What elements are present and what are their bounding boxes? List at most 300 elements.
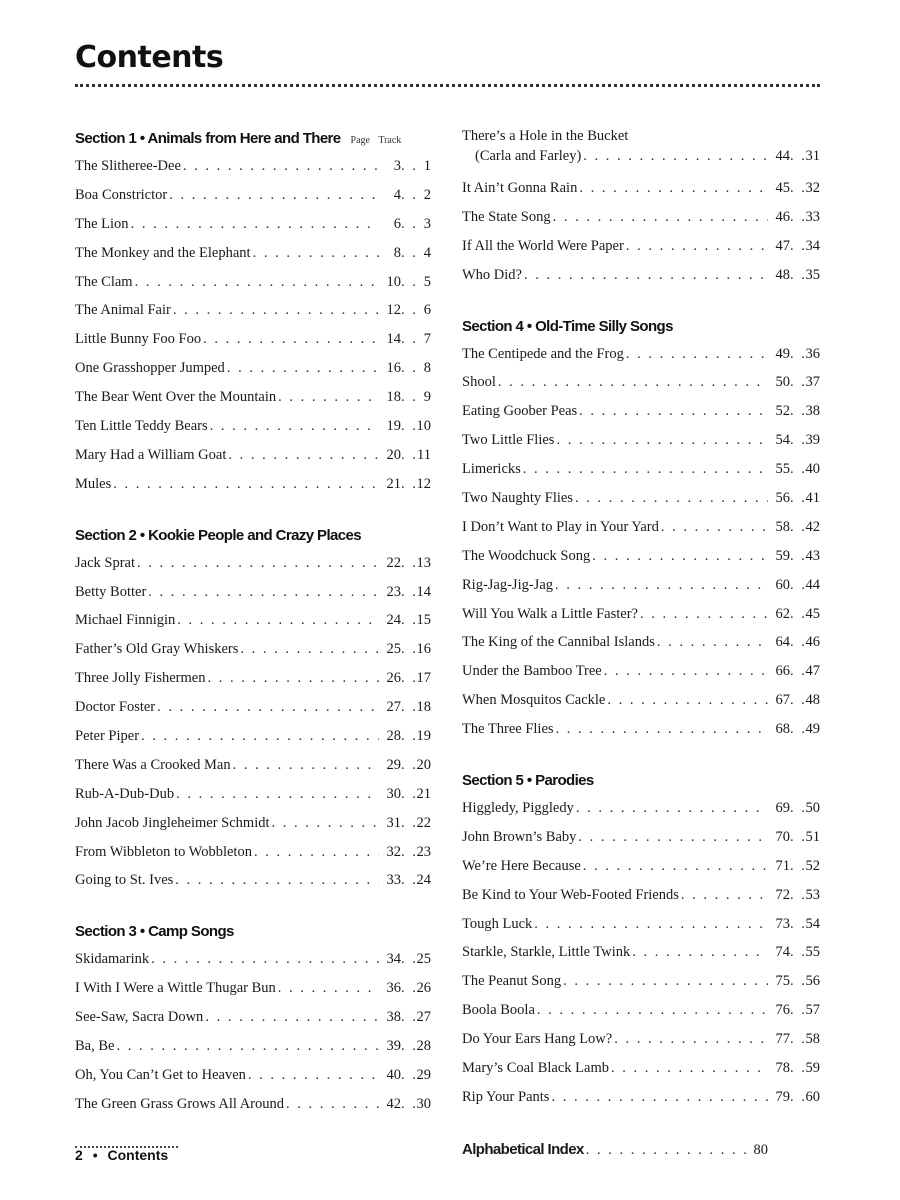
- section-header: [75, 523, 431, 549]
- contents-column-right: [462, 126, 820, 1165]
- toc-entry[interactable]: [75, 866, 431, 895]
- section-title: Section 5 • Parodies: [462, 772, 594, 790]
- dot-separator: [401, 354, 415, 383]
- dot-separator: [401, 383, 415, 412]
- entry-title: The State Song: [462, 208, 551, 225]
- dot-separator: [790, 686, 804, 715]
- dot-leader: [207, 664, 379, 693]
- toc-entry[interactable]: [75, 441, 431, 470]
- entry-track: 31: [805, 148, 820, 164]
- entry-page: 36: [386, 980, 401, 997]
- dot-separator: [401, 210, 415, 239]
- entry-track: 1: [423, 158, 431, 174]
- entry-track: 10: [416, 418, 431, 435]
- toc-entry[interactable]: [462, 1025, 820, 1054]
- dot-leader: [151, 945, 379, 974]
- dot-leader: [556, 715, 768, 744]
- entry-track: 28: [416, 1038, 431, 1055]
- dot-separator: [790, 910, 804, 939]
- entry-track: 22: [416, 814, 431, 831]
- entry-title: Mary’s Coal Black Lamb: [462, 1060, 609, 1077]
- dot-leader: [278, 974, 379, 1003]
- entry-title: Who Did?: [462, 266, 522, 283]
- toc-entry[interactable]: [462, 852, 820, 881]
- entry-title: Starkle, Starkle, Little Twink: [462, 944, 631, 961]
- dot-leader: [586, 1136, 746, 1165]
- dot-separator: [790, 174, 804, 203]
- dot-leader: [524, 261, 768, 290]
- entry-track: 60: [805, 1088, 820, 1105]
- toc-entry[interactable]: [462, 1054, 820, 1083]
- toc-entry[interactable]: [462, 686, 820, 715]
- footer-label: Contents: [107, 1147, 169, 1163]
- dot-leader: [169, 181, 379, 210]
- section-header: [75, 126, 431, 152]
- dot-separator: [790, 715, 804, 744]
- entry-title: Two Little Flies: [462, 432, 555, 449]
- entry-page: 6: [393, 215, 401, 232]
- entry-title: Under the Bamboo Tree: [462, 663, 602, 680]
- alphabetical-index-entry[interactable]: [462, 1136, 820, 1165]
- entry-title: Ten Little Teddy Bears: [75, 418, 208, 435]
- entry-title: Oh, You Can’t Get to Heaven: [75, 1066, 246, 1083]
- entry-title: The Peanut Song: [462, 973, 562, 990]
- page-title: Contents: [75, 40, 224, 75]
- dot-separator: [401, 866, 415, 895]
- dot-separator: [401, 722, 415, 751]
- entry-track: 18: [416, 699, 431, 716]
- entry-page: 67: [775, 692, 790, 709]
- dot-separator: [790, 232, 804, 261]
- toc-entry[interactable]: [75, 383, 431, 412]
- dot-separator: [790, 628, 804, 657]
- entry-title: When Mosquitos Cackle: [462, 692, 606, 709]
- toc-entry[interactable]: [462, 881, 820, 910]
- entry-title: Boa Constrictor: [75, 186, 168, 203]
- dot-leader: [135, 268, 379, 297]
- dot-separator: [790, 881, 804, 910]
- dot-leader: [579, 174, 768, 203]
- toc-entry[interactable]: [75, 470, 431, 499]
- entry-page: 75: [775, 973, 790, 990]
- entry-title: One Grasshopper Jumped: [75, 360, 225, 377]
- dot-leader: [626, 232, 768, 261]
- entry-title-line2: (Carla and Farley): [475, 148, 582, 164]
- dot-separator: [401, 838, 415, 867]
- toc-entry[interactable]: [75, 578, 431, 607]
- dot-separator: [790, 513, 804, 542]
- entry-track: 47: [805, 663, 820, 680]
- entry-track: 37: [805, 374, 820, 391]
- dot-leader: [604, 657, 768, 686]
- entry-page: 16: [386, 360, 401, 377]
- entry-track: 8: [423, 360, 431, 377]
- entry-page: 30: [386, 785, 401, 802]
- entry-track: 59: [805, 1060, 820, 1077]
- entry-title: I Don’t Want to Play in Your Yard: [462, 518, 659, 535]
- section-header: [462, 314, 820, 340]
- toc-entry[interactable]: [75, 354, 431, 383]
- dot-separator: [401, 974, 415, 1003]
- section-title: Section 4 • Old-Time Silly Songs: [462, 317, 673, 335]
- entry-page: 60: [775, 576, 790, 593]
- entry-track: 45: [805, 605, 820, 622]
- entry-page: 50: [775, 374, 790, 391]
- entry-track: 13: [416, 554, 431, 571]
- entry-title: Shool: [462, 374, 496, 391]
- toc-entry[interactable]: [462, 657, 820, 686]
- entry-track: 9: [423, 389, 431, 406]
- dot-separator: [790, 657, 804, 686]
- toc-entry[interactable]: [462, 938, 820, 967]
- entry-track: 19: [416, 728, 431, 745]
- dot-leader: [583, 146, 768, 166]
- entry-track: 58: [805, 1031, 820, 1048]
- toc-entry[interactable]: [75, 1090, 431, 1119]
- dot-separator: [401, 1061, 415, 1090]
- entry-page: 46: [775, 208, 790, 225]
- entry-track: 14: [416, 583, 431, 600]
- section-gap: [75, 895, 431, 919]
- toc-entry[interactable]: [462, 455, 820, 484]
- entry-page: 78: [775, 1060, 790, 1077]
- dot-leader: [177, 606, 379, 635]
- dot-separator: [401, 549, 415, 578]
- entry-track: 57: [805, 1002, 820, 1019]
- entry-page: 72: [775, 886, 790, 903]
- entry-page: 47: [775, 237, 790, 254]
- entry-title: Eating Goober Peas: [462, 403, 578, 420]
- dot-leader: [233, 751, 379, 780]
- toc-entry[interactable]: [462, 542, 820, 571]
- entry-title: Skidamarink: [75, 951, 150, 968]
- entry-track: 42: [805, 518, 820, 535]
- entry-track: 6: [423, 302, 431, 319]
- dot-leader: [176, 780, 379, 809]
- entry-track: 26: [416, 980, 431, 997]
- dot-leader: [576, 794, 768, 823]
- entry-title: I With I Were a Wittle Thugar Bun: [75, 980, 276, 997]
- column-labels: [351, 128, 402, 154]
- dot-leader: [523, 455, 768, 484]
- toc-entry[interactable]: [75, 838, 431, 867]
- section-header: [75, 919, 431, 945]
- entry-title: Ba, Be: [75, 1038, 115, 1055]
- entry-title: John Jacob Jingleheimer Schmidt: [75, 814, 270, 831]
- entry-track: 4: [423, 244, 431, 261]
- toc-entry[interactable]: [75, 1003, 431, 1032]
- entry-title: From Wibbleton to Wobbleton: [75, 843, 252, 860]
- dot-leader: [210, 412, 379, 441]
- entry-title: The Animal Fair: [75, 302, 171, 319]
- dot-separator: [790, 203, 804, 232]
- dot-leader: [578, 823, 768, 852]
- dot-separator: [790, 484, 804, 513]
- entry-page: 23: [386, 583, 401, 600]
- entry-page: 77: [775, 1031, 790, 1048]
- entry-track: 5: [423, 273, 431, 290]
- index-title: Alphabetical Index: [462, 1140, 584, 1158]
- dot-leader: [537, 996, 768, 1025]
- dot-separator: [401, 1003, 415, 1032]
- entry-page: 79: [775, 1088, 790, 1105]
- entry-track: 40: [805, 461, 820, 478]
- contents-column-left: [75, 126, 431, 1119]
- dot-leader: [661, 513, 768, 542]
- toc-entry[interactable]: [75, 1061, 431, 1090]
- dot-leader: [203, 325, 379, 354]
- entry-page: 32: [386, 843, 401, 860]
- entry-page: 26: [386, 670, 401, 687]
- toc-entry[interactable]: [462, 715, 820, 744]
- entry-page: 14: [386, 331, 401, 348]
- toc-entry[interactable]: [462, 232, 820, 261]
- entry-track: 35: [805, 266, 820, 283]
- entry-track: 50: [805, 800, 820, 817]
- entry-track: 34: [805, 237, 820, 254]
- entry-title: The Lion: [75, 215, 129, 232]
- toc-entry[interactable]: [462, 600, 820, 629]
- section-title: Section 2 • Kookie People and Crazy Places: [75, 526, 361, 544]
- dot-separator: [401, 606, 415, 635]
- toc-entry[interactable]: [75, 549, 431, 578]
- entry-track: 27: [416, 1009, 431, 1026]
- dot-separator: [790, 823, 804, 852]
- toc-entry[interactable]: [75, 974, 431, 1003]
- toc-entry[interactable]: [75, 152, 431, 181]
- entry-page: 73: [775, 915, 790, 932]
- section-title: Section 1 • Animals from Here and There: [75, 130, 341, 147]
- section-title: Section 3 • Camp Songs: [75, 923, 234, 941]
- entry-page: 70: [775, 828, 790, 845]
- entry-title: The Monkey and the Elephant: [75, 244, 251, 261]
- toc-entry[interactable]: [75, 780, 431, 809]
- toc-entry[interactable]: [462, 1083, 820, 1112]
- entry-track: 55: [805, 944, 820, 961]
- entry-page: 58: [775, 518, 790, 535]
- page-column-label: Page: [350, 135, 370, 146]
- entry-track: 36: [805, 345, 820, 362]
- dot-leader: [551, 1083, 768, 1112]
- dot-leader: [611, 1054, 768, 1083]
- entry-title-line1: There’s a Hole in the Bucket: [462, 128, 629, 144]
- toc-entry[interactable]: [462, 484, 820, 513]
- entry-track: 29: [416, 1066, 431, 1083]
- toc-entry[interactable]: [462, 513, 820, 542]
- entry-page: 34: [386, 951, 401, 968]
- toc-entry[interactable]: [75, 945, 431, 974]
- entry-title: The Bear Went Over the Mountain: [75, 389, 277, 406]
- dot-separator: [790, 426, 804, 455]
- toc-entry[interactable]: [462, 397, 820, 426]
- entry-page: 42: [386, 1095, 401, 1112]
- toc-entry[interactable]: [75, 239, 431, 268]
- dot-leader: [141, 722, 379, 751]
- footer-page-number: 2: [75, 1147, 83, 1163]
- entry-page: 10: [386, 273, 401, 290]
- toc-entry[interactable]: [462, 203, 820, 232]
- section-gap: [462, 744, 820, 768]
- dot-separator: [401, 325, 415, 354]
- track-column-label: Track: [378, 135, 402, 146]
- entry-page: 20: [386, 446, 401, 463]
- dot-leader: [626, 340, 768, 369]
- entry-page: 54: [775, 432, 790, 449]
- entry-page: 59: [775, 547, 790, 564]
- entry-title: Doctor Foster: [75, 699, 156, 716]
- index-page: 80: [753, 1141, 768, 1158]
- dot-separator: [401, 635, 415, 664]
- toc-entry[interactable]: [462, 261, 820, 290]
- toc-entry[interactable]: [462, 571, 820, 600]
- entry-page: 76: [775, 1002, 790, 1019]
- dot-separator: [401, 181, 415, 210]
- dot-leader: [583, 852, 768, 881]
- toc-entry[interactable]: [75, 664, 431, 693]
- toc-entry[interactable]: [462, 340, 820, 369]
- toc-entry[interactable]: [75, 751, 431, 780]
- toc-entry[interactable]: [462, 910, 820, 939]
- entry-track: 51: [805, 828, 820, 845]
- dot-leader: [228, 441, 379, 470]
- entry-title: Peter Piper: [75, 728, 140, 745]
- entry-page: 4: [393, 186, 401, 203]
- entry-page: 45: [775, 180, 790, 196]
- dot-leader: [227, 354, 379, 383]
- dot-leader: [175, 866, 379, 895]
- toc-entry[interactable]: [75, 809, 431, 838]
- entry-track: 20: [416, 756, 431, 773]
- entry-title: Do Your Ears Hang Low?: [462, 1031, 613, 1048]
- toc-entry[interactable]: [75, 722, 431, 751]
- entry-page: 25: [386, 641, 401, 658]
- dot-separator: [790, 368, 804, 397]
- entry-page: 55: [775, 461, 790, 478]
- entry-track: 21: [416, 785, 431, 802]
- dot-separator: [401, 780, 415, 809]
- entry-track: 15: [416, 612, 431, 629]
- dot-leader: [534, 910, 768, 939]
- dot-separator: [401, 664, 415, 693]
- entry-title: Rip Your Pants: [462, 1088, 550, 1105]
- entry-track: 39: [805, 432, 820, 449]
- entry-page: 56: [775, 490, 790, 507]
- dot-separator: [401, 1090, 415, 1119]
- dot-separator: [790, 455, 804, 484]
- dot-leader: [253, 239, 379, 268]
- entry-track: 30: [416, 1095, 431, 1112]
- dot-leader: [556, 426, 768, 455]
- entry-title: Boola Boola: [462, 1002, 535, 1019]
- entry-track: 56: [805, 973, 820, 990]
- entry-title: Michael Finnigin: [75, 612, 176, 629]
- entry-title: Limericks: [462, 461, 521, 478]
- entry-track: 54: [805, 915, 820, 932]
- toc-entry[interactable]: [462, 628, 820, 657]
- dot-leader: [592, 542, 768, 571]
- toc-entry[interactable]: [75, 635, 431, 664]
- dot-leader: [575, 484, 768, 513]
- section-gap: [75, 499, 431, 523]
- entry-page: 28: [386, 728, 401, 745]
- dot-separator: [401, 809, 415, 838]
- dot-separator: [790, 996, 804, 1025]
- entry-page: 19: [386, 418, 401, 435]
- toc-entry[interactable]: [75, 412, 431, 441]
- entry-page: 69: [775, 800, 790, 817]
- entry-title: The Clam: [75, 273, 133, 290]
- toc-entry[interactable]: [75, 210, 431, 239]
- toc-entry[interactable]: [462, 426, 820, 455]
- dot-leader: [607, 686, 768, 715]
- title-dotted-rule: [75, 84, 820, 87]
- dot-separator: [401, 751, 415, 780]
- toc-entry[interactable]: [75, 606, 431, 635]
- toc-entry[interactable]: [75, 693, 431, 722]
- footer-separator: •: [92, 1147, 98, 1163]
- toc-entry[interactable]: [75, 181, 431, 210]
- entry-title: Rig-Jag-Jig-Jag: [462, 576, 554, 593]
- entry-page: 38: [386, 1009, 401, 1026]
- dot-separator: [401, 441, 415, 470]
- dot-leader: [272, 809, 379, 838]
- toc-entry[interactable]: [75, 268, 431, 297]
- dot-separator: [790, 1025, 804, 1054]
- entry-page: 49: [775, 345, 790, 362]
- dot-leader: [640, 600, 768, 629]
- toc-entry[interactable]: [462, 174, 820, 203]
- toc-entry[interactable]: [75, 1032, 431, 1061]
- dot-separator: [790, 1083, 804, 1112]
- entry-title: Mary Had a William Goat: [75, 446, 227, 463]
- entry-title: Higgledy, Piggledy: [462, 800, 574, 817]
- entry-title: Going to St. Ives: [75, 872, 174, 889]
- dot-separator: [401, 268, 415, 297]
- toc-entry[interactable]: [462, 996, 820, 1025]
- entry-track: 32: [805, 180, 820, 196]
- entry-track: 41: [805, 490, 820, 507]
- entry-title: See-Saw, Sacra Down: [75, 1009, 204, 1026]
- entry-title: Will You Walk a Little Faster?: [462, 605, 638, 622]
- dot-leader: [632, 938, 768, 967]
- entry-track: 23: [416, 843, 431, 860]
- toc-entry[interactable]: [75, 296, 431, 325]
- toc-entry[interactable]: [462, 126, 820, 174]
- entry-track: 3: [423, 215, 431, 232]
- toc-entry[interactable]: [75, 325, 431, 354]
- toc-entry[interactable]: [462, 794, 820, 823]
- entry-line2: [462, 146, 820, 166]
- dot-leader: [137, 549, 379, 578]
- entry-page: 21: [386, 475, 401, 492]
- toc-entry[interactable]: [462, 823, 820, 852]
- entry-page: 48: [775, 266, 790, 283]
- dot-separator: [790, 571, 804, 600]
- entry-page: 40: [386, 1066, 401, 1083]
- entry-page: 12: [386, 302, 401, 319]
- dot-leader: [498, 368, 768, 397]
- entry-title: Father’s Old Gray Whiskers: [75, 641, 239, 658]
- toc-entry[interactable]: [462, 368, 820, 397]
- entry-page: 29: [386, 756, 401, 773]
- dot-leader: [555, 571, 768, 600]
- dot-separator: [401, 296, 415, 325]
- entry-title: There Was a Crooked Man: [75, 756, 231, 773]
- toc-entry[interactable]: [462, 967, 820, 996]
- dot-leader: [157, 693, 379, 722]
- entry-title: The King of the Cannibal Islands: [462, 634, 655, 651]
- entry-track: 48: [805, 692, 820, 709]
